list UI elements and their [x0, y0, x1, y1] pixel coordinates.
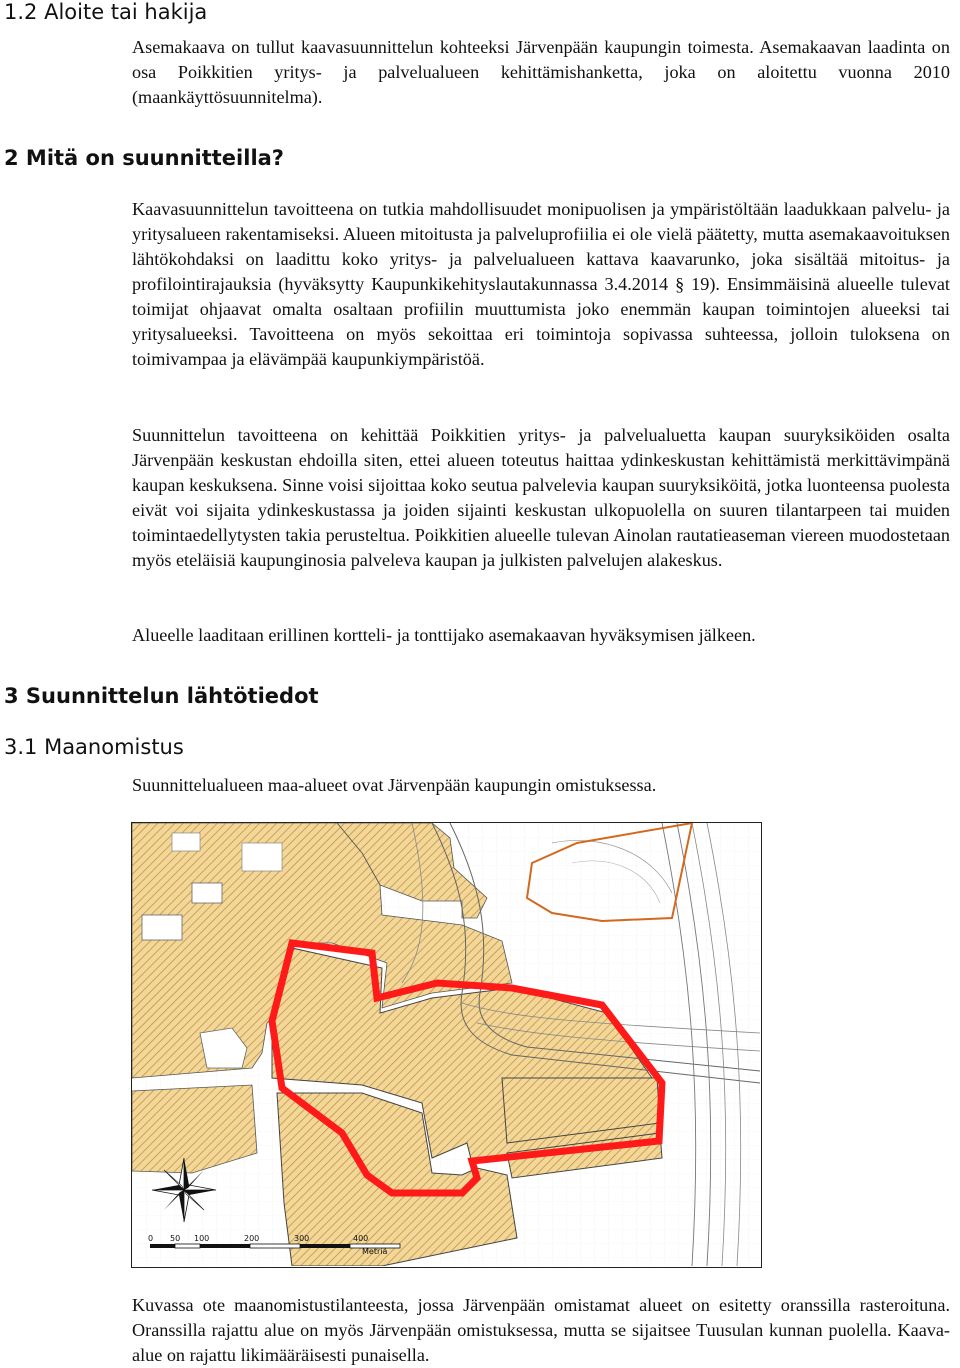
section-heading-3: 3 Suunnittelun lähtötiedot — [4, 684, 319, 708]
scale-label: 0 — [148, 1234, 154, 1243]
scale-label: 50 — [170, 1234, 181, 1243]
section-heading-3-1: 3.1 Maanomistus — [4, 735, 184, 759]
section-heading-2: 2 Mitä on suunnitteilla? — [4, 146, 284, 170]
paragraph-tonttijako: Alueelle laaditaan erillinen kortteli- ja tonttijako asemakaavan hyväksymisen jälkeen. — [132, 625, 756, 645]
scale-label: 400 — [353, 1234, 369, 1243]
paragraph-tavoite: Kaavasuunnittelun tavoitteena on tutkia mahdollisuudet monipuolisen ja ympäristöltään laadukkaan palvelu- ja yritysalueen rakentamiseksi. Alueen mitoitusta ja palveluprofiilia ei ole vielä päätetty, mutta asemakaavoituksen lähtökohdaksi on laadittu koko yritys- ja palvelualueen kattava kaavarunko, joka sisältää mitoitus- ja profilointirajauksia (hyväksytty Kaupunkikehityslautakunnassa 3.4.2014 § 19). Ensimmäisinä alueelle tulevat toimijat ohjaavat omalta osaltaan profiilin muuttumista joko enemmän kaupan toimintojen alueeksi tai yritysalueeksi. Tavoitteena on myös sekoittaa eri toimintoja sopivassa suhteessa, jolloin tuloksena on toimivampaa ja elävämpää kaupunkiympäristöä. — [132, 199, 950, 369]
section-heading-1-2: 1.2 Aloite tai hakija — [4, 0, 208, 24]
scale-unit-label: Metriä — [362, 1247, 388, 1256]
paragraph-suunnittelu: Suunnittelun tavoitteena on kehittää Poikkitien yritys- ja palvelualuetta kaupan suuryksiköiden osalta Järvenpään keskustan ehdoilla siten, ettei alueen toteutus haittaa ydinkeskustan kehittämistä merkittävimpänä kaupan keskuksena. Sinne voisi sijoittaa koko seutua palvelevia kaupan suuryksiköitä, jotka luonteensa puolesta eivät voi sijaita ydinkeskustassa ja joiden sijainti keskustan ulkopuolella on suuren tilantarpeen tai muiden toimintaedellytysten takia perusteltua. Poikkitien alueelle tulevan Ainolan rautatieaseman viereen muodostetaan myös eteläisiä kaupunginosia palveleva kaupan ja julkisten palvelujen alakeskus. — [132, 425, 950, 570]
figure-caption: Kuvassa ote maanomistustilanteesta, jossa Järvenpään omistamat alueet on esitetty oranssilla rasteroituna. Oranssilla rajattu alue on myös Järvenpään omistuksessa, mutta se sijaitsee Tuusulan kunnan puolella. Kaava-alue on rajattu likimääräisesti punaisella. — [132, 1295, 950, 1365]
paragraph-aloite: Asemakaava on tullut kaavasuunnittelun kohteeksi Järvenpään kaupungin toimesta. Asemakaavan laadinta on osa Poikkitien yritys- ja palvelualueen kehittämishanketta, joka on aloitettu vuonna 2010 (maankäyttösuunnitelma). — [132, 37, 950, 107]
scale-label: 300 — [294, 1234, 310, 1243]
paragraph-maanomistus: Suunnittelualueen maa-alueet ovat Järvenpään kaupungin omistuksessa. — [132, 775, 657, 795]
land-ownership-map — [131, 822, 762, 1268]
scale-label: 100 — [194, 1234, 210, 1243]
scale-label: 200 — [244, 1234, 260, 1243]
